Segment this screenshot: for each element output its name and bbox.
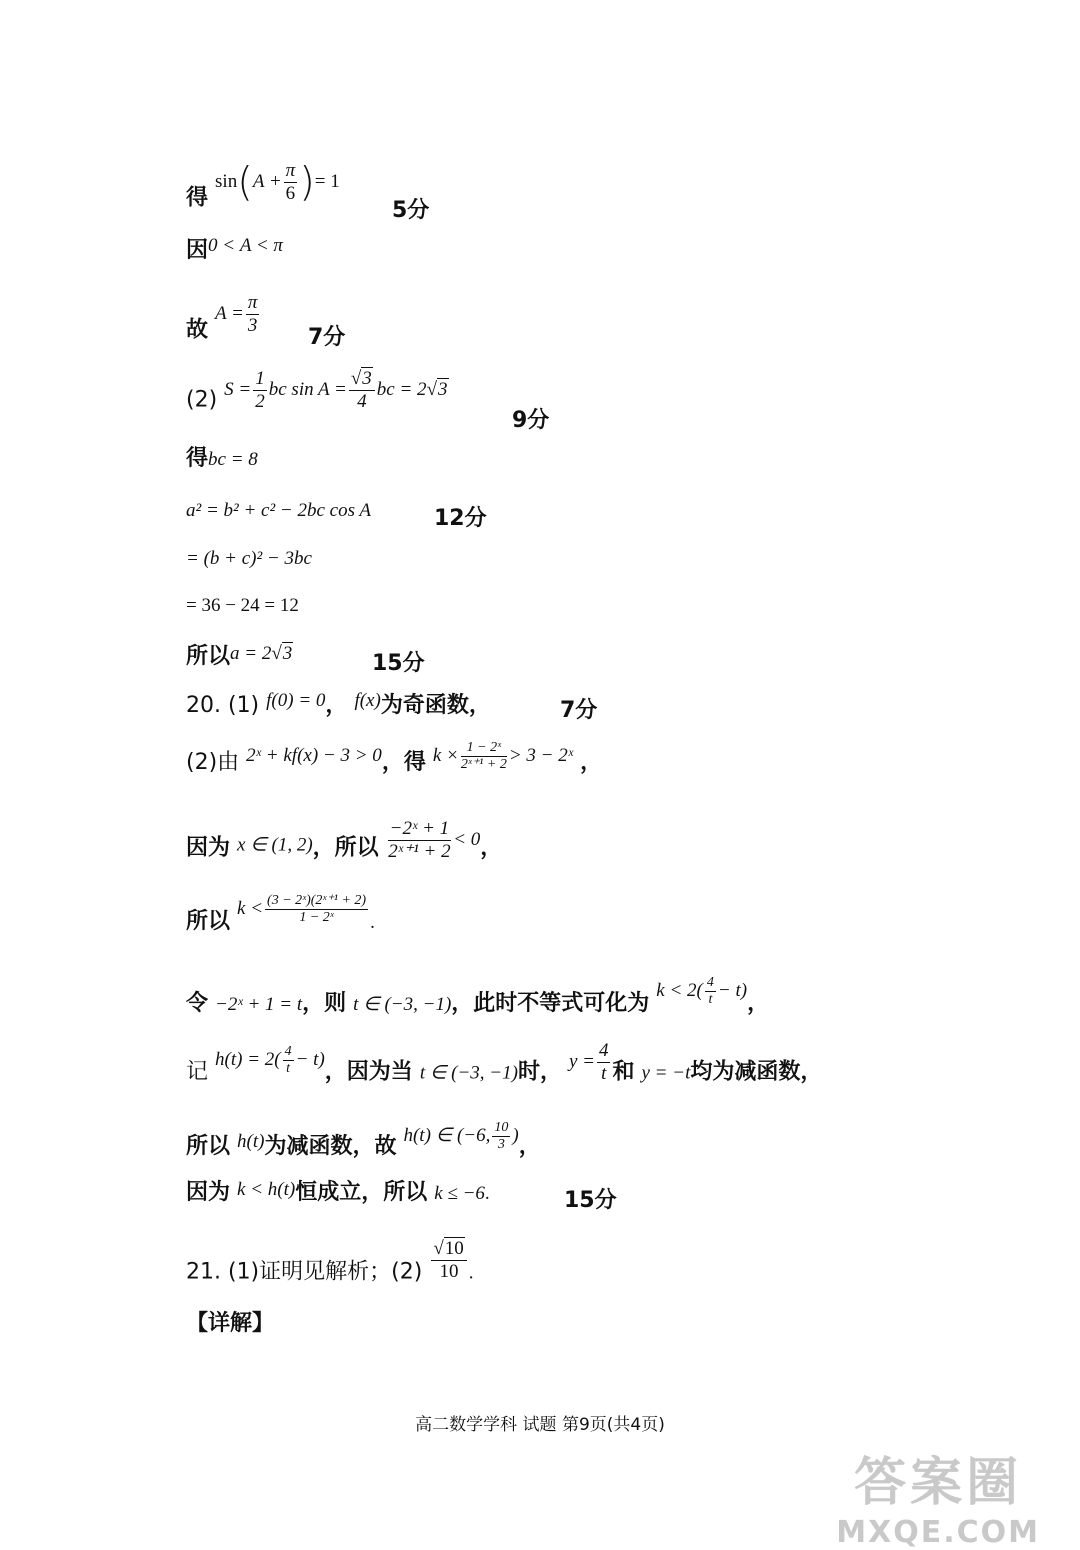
score: 15分 — [564, 1188, 617, 1213]
line-bc: 得bc = 8 — [186, 446, 258, 471]
line-expand: = (b + c)² − 3bc — [186, 548, 312, 569]
score: 12分 — [434, 506, 487, 531]
line-q20-range-h: 所以 h(t)为减函数，故 h(t) ∈ (−6, $\frac{10}{3}$ )， — [186, 1120, 541, 1159]
section-detail-heading: 【详解】 — [186, 1311, 275, 1336]
score: 15分 — [372, 651, 425, 676]
line-q20-2: (2)由 2ˣ + kf(x) − 3 > 0，得 k × $\frac{\text{1 − 2ˣ}}{\text{2ˣ⁺¹ + 2}}$ > 3 − 2ˣ ， — [186, 740, 603, 775]
line-q20-final: 因为 k < h(t)恒成立，所以 k ≤ −6. — [186, 1179, 490, 1205]
watermark-logo: 答案圈 MXQE.COM — [836, 1453, 1040, 1550]
line-q20-1: 20. (1) f(0) = 0， f(x)为奇函数， — [186, 690, 491, 718]
line-q20-h: 记 h(t) = 2( $\frac{4}{t}$ − t)，因为当 t ∈ (−3, −1)时， y = $\frac{4}{t}$ 和 y = −t均为减函数， — [186, 1040, 823, 1085]
score: 7分 — [560, 698, 598, 723]
score: 5分 — [392, 198, 430, 223]
line-q21: 21. (1)证明见解析；(2) $\frac{√10}{10}$ . — [186, 1238, 474, 1285]
page-footer: 高二数学学科 试题 第9页(共4页) — [415, 1415, 665, 1435]
line-area: (2) S = $\frac{1}{2}$ bc sin A = $\frac{√3}{4}$ bc = 2√3 — [186, 368, 448, 413]
line-compute: = 36 − 24 = 12 — [186, 595, 299, 616]
line-a-range: 因0 < A < π — [186, 235, 283, 263]
line-cosine-law: a² = b² + c² − 2bc cos A — [186, 500, 372, 521]
line-q20-sub: 令 −2ˣ + 1 = t，则 t ∈ (−3, −1)，此时不等式可化为 k < 2( $\frac{4}{t}$ − t)， — [186, 975, 770, 1016]
line-q20-k: 所以 k < $\frac{\text{(3 − 2ˣ)(2ˣ⁺¹ + 2)}}{\text{1 − 2ˣ}}$ . — [186, 893, 375, 934]
line-a-value: 故 A = $\frac{\pi}{3}$ — [186, 292, 258, 343]
line-q20-range: 因为 x ∈ (1, 2)，所以 $\frac{\text{−2ˣ + 1}}{\text{2ˣ⁺¹ + 2}}$ < 0， — [186, 818, 503, 862]
line-a-result: 所以a = 2√3 — [186, 643, 293, 669]
score: 7分 — [308, 325, 346, 350]
line-sin-eq: 得 sin(A + $\frac{\pi}{6}$ )= 1 — [186, 159, 340, 211]
score: 9分 — [512, 408, 550, 433]
